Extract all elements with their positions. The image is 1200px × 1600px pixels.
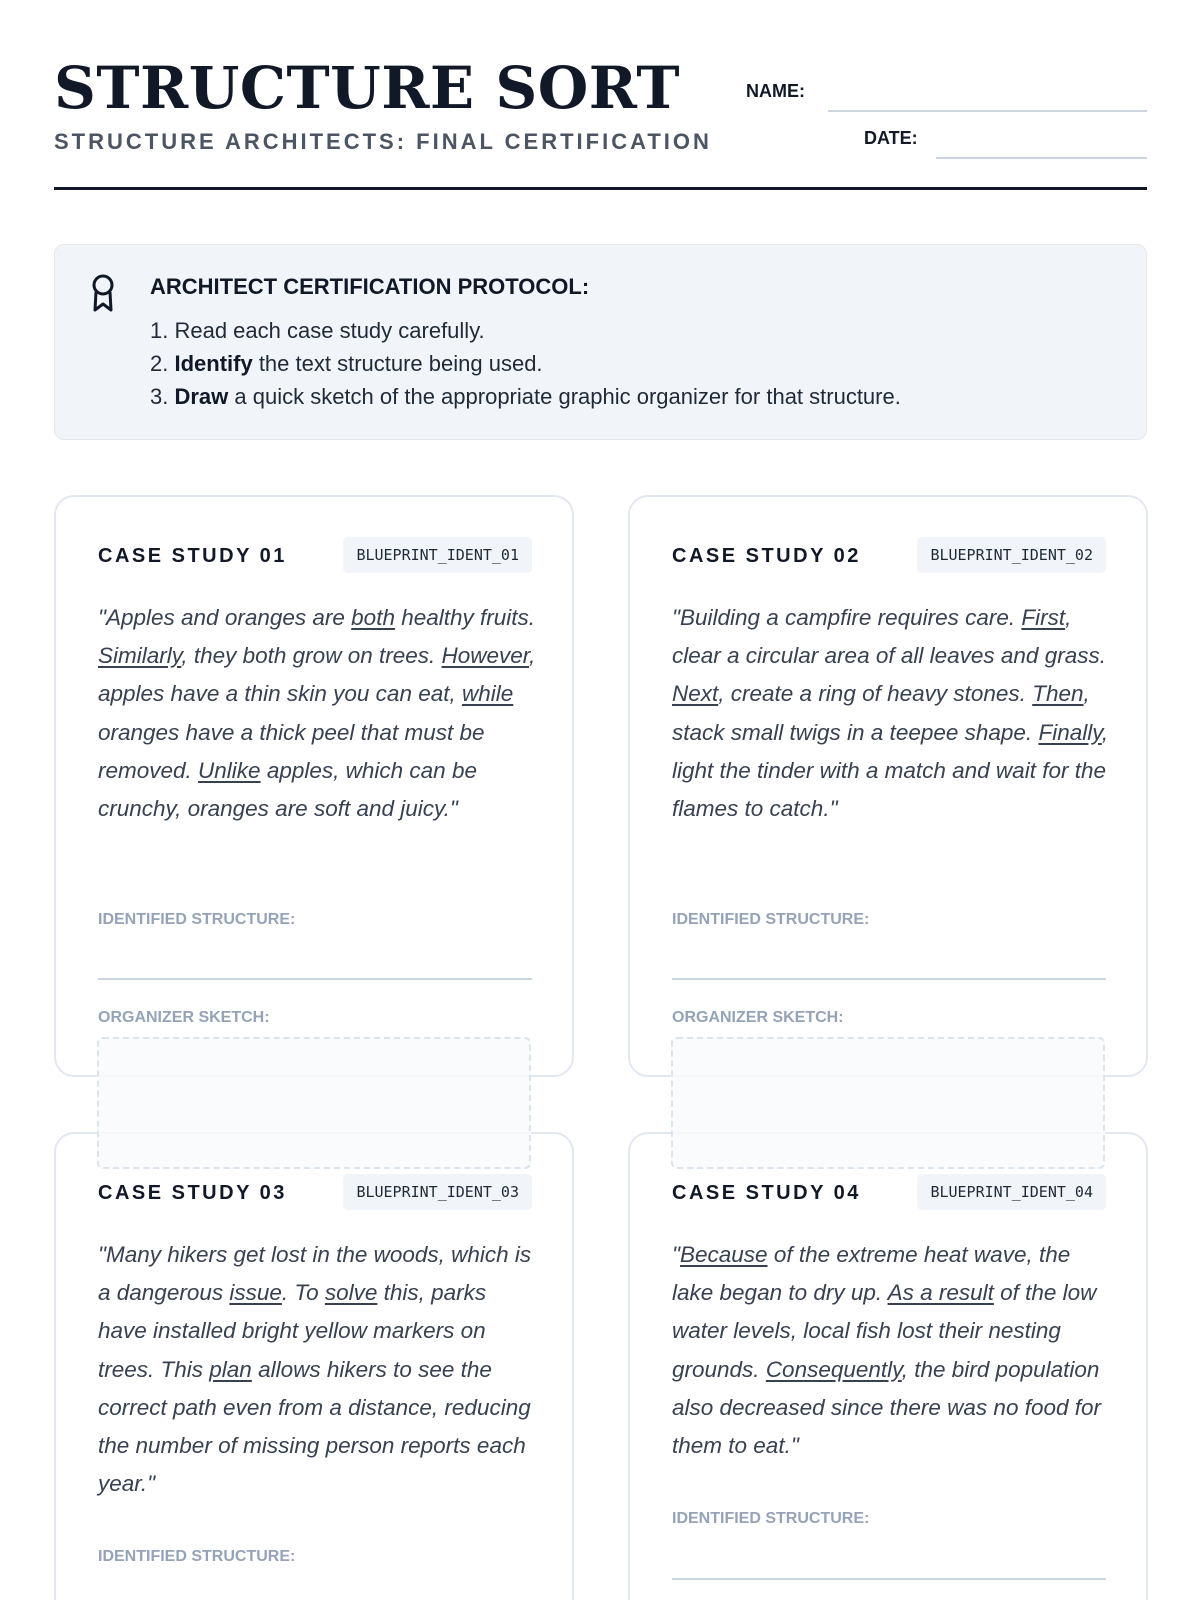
case-study-label: CASE STUDY 01	[98, 545, 287, 567]
name-label: NAME:	[746, 81, 805, 101]
step-keyword: Identify	[174, 351, 253, 376]
name-field[interactable]	[828, 110, 1147, 112]
case-study-card	[628, 495, 1148, 1077]
case-passage: "Many hikers get lost in the woods, which is a dangerous issue. To solve this, parks have installed bright yellow markers on trees. This plan allows hikers to see the correct path even from a distance, reducing the number of missing person reports each year."	[98, 1242, 532, 1497]
case-study-label: CASE STUDY 04	[672, 1182, 861, 1204]
header-divider	[54, 187, 1147, 190]
page-title: STRUCTURE SORT	[54, 54, 681, 122]
organizer-sketch-label: ORGANIZER SKETCH:	[98, 1009, 270, 1026]
signal-word: Because	[680, 1242, 768, 1267]
identified-structure-answer-line[interactable]	[672, 1578, 1106, 1580]
identified-structure-label: IDENTIFIED STRUCTURE:	[98, 1548, 296, 1565]
date-field[interactable]	[936, 157, 1147, 159]
date-label: DATE:	[864, 128, 918, 148]
signal-word: plan	[209, 1356, 252, 1382]
case-study-label: CASE STUDY 03	[98, 1182, 287, 1204]
signal-word: Unlike	[198, 757, 261, 783]
identified-structure-answer-line[interactable]	[98, 978, 532, 980]
page-subtitle: STRUCTURE ARCHITECTS: FINAL CERTIFICATION	[54, 129, 712, 154]
signal-word: while	[462, 681, 514, 707]
signal-word: both	[351, 605, 395, 630]
identified-structure-label: IDENTIFIED STRUCTURE:	[672, 1510, 870, 1527]
ribbon-award-icon	[88, 273, 118, 313]
step-keyword: Draw	[174, 384, 229, 409]
organizer-sketch-area[interactable]	[97, 1037, 531, 1169]
signal-word: Then	[1032, 681, 1084, 707]
protocol-step: 1. Read each case study carefully.	[150, 318, 485, 343]
protocol-step: 3. Draw a quick sketch of the appropriate graphic organizer for that structure.	[150, 384, 901, 409]
organizer-sketch-label: ORGANIZER SKETCH:	[672, 1009, 844, 1026]
case-study-card	[54, 1132, 574, 1600]
identified-structure-label: IDENTIFIED STRUCTURE:	[672, 911, 870, 928]
case-passage: "Apples and oranges are both healthy fruits. Similarly, they both grow on trees. However, apples have a thin skin you can eat, while oranges have a thick peel that must be removed. Unlike apples, which can be crunchy, oranges are soft and juicy."	[98, 605, 536, 822]
protocol-steps	[150, 314, 901, 413]
signal-word: issue	[229, 1280, 282, 1306]
signal-word: Finally	[1038, 719, 1102, 745]
blueprint-ident-tag: BLUEPRINT_IDENT_01	[343, 537, 532, 573]
signal-word: Similarly	[98, 643, 182, 669]
case-passage: "Because of the extreme heat wave, the lake began to dry up. As a result of the low water levels, local fish lost their nesting grounds. Consequently, the bird population also decreased since there was no food for them to eat."	[672, 1242, 1102, 1459]
signal-word: First	[1021, 605, 1066, 630]
case-passage: "Building a campfire requires care. First, clear a circular area of all leaves and grass. Next, create a ring of heavy stones. Then, stack small twigs in a teepee shape. Finally, light the tinder with a match and wait for the flames to catch."	[672, 605, 1109, 822]
blueprint-ident-tag: BLUEPRINT_IDENT_02	[917, 537, 1106, 573]
signal-word: Next	[672, 681, 719, 707]
blueprint-ident-tag: BLUEPRINT_IDENT_04	[917, 1174, 1106, 1210]
worksheet-header	[54, 56, 1147, 191]
signal-word: solve	[324, 1280, 378, 1306]
case-study-card	[54, 495, 574, 1077]
signal-word: As a result	[887, 1280, 994, 1306]
organizer-sketch-area[interactable]	[671, 1037, 1105, 1169]
case-study-card	[628, 1132, 1148, 1600]
identified-structure-answer-line[interactable]	[672, 978, 1106, 980]
signal-word: Consequently	[765, 1356, 902, 1382]
protocol-box	[54, 244, 1147, 440]
blueprint-ident-tag: BLUEPRINT_IDENT_03	[343, 1174, 532, 1210]
identified-structure-label: IDENTIFIED STRUCTURE:	[98, 911, 296, 928]
case-study-label: CASE STUDY 02	[672, 545, 861, 567]
signal-word: However	[441, 643, 530, 669]
protocol-title: ARCHITECT CERTIFICATION PROTOCOL:	[150, 274, 590, 299]
protocol-step: 2. Identify the text structure being used.	[150, 351, 543, 376]
